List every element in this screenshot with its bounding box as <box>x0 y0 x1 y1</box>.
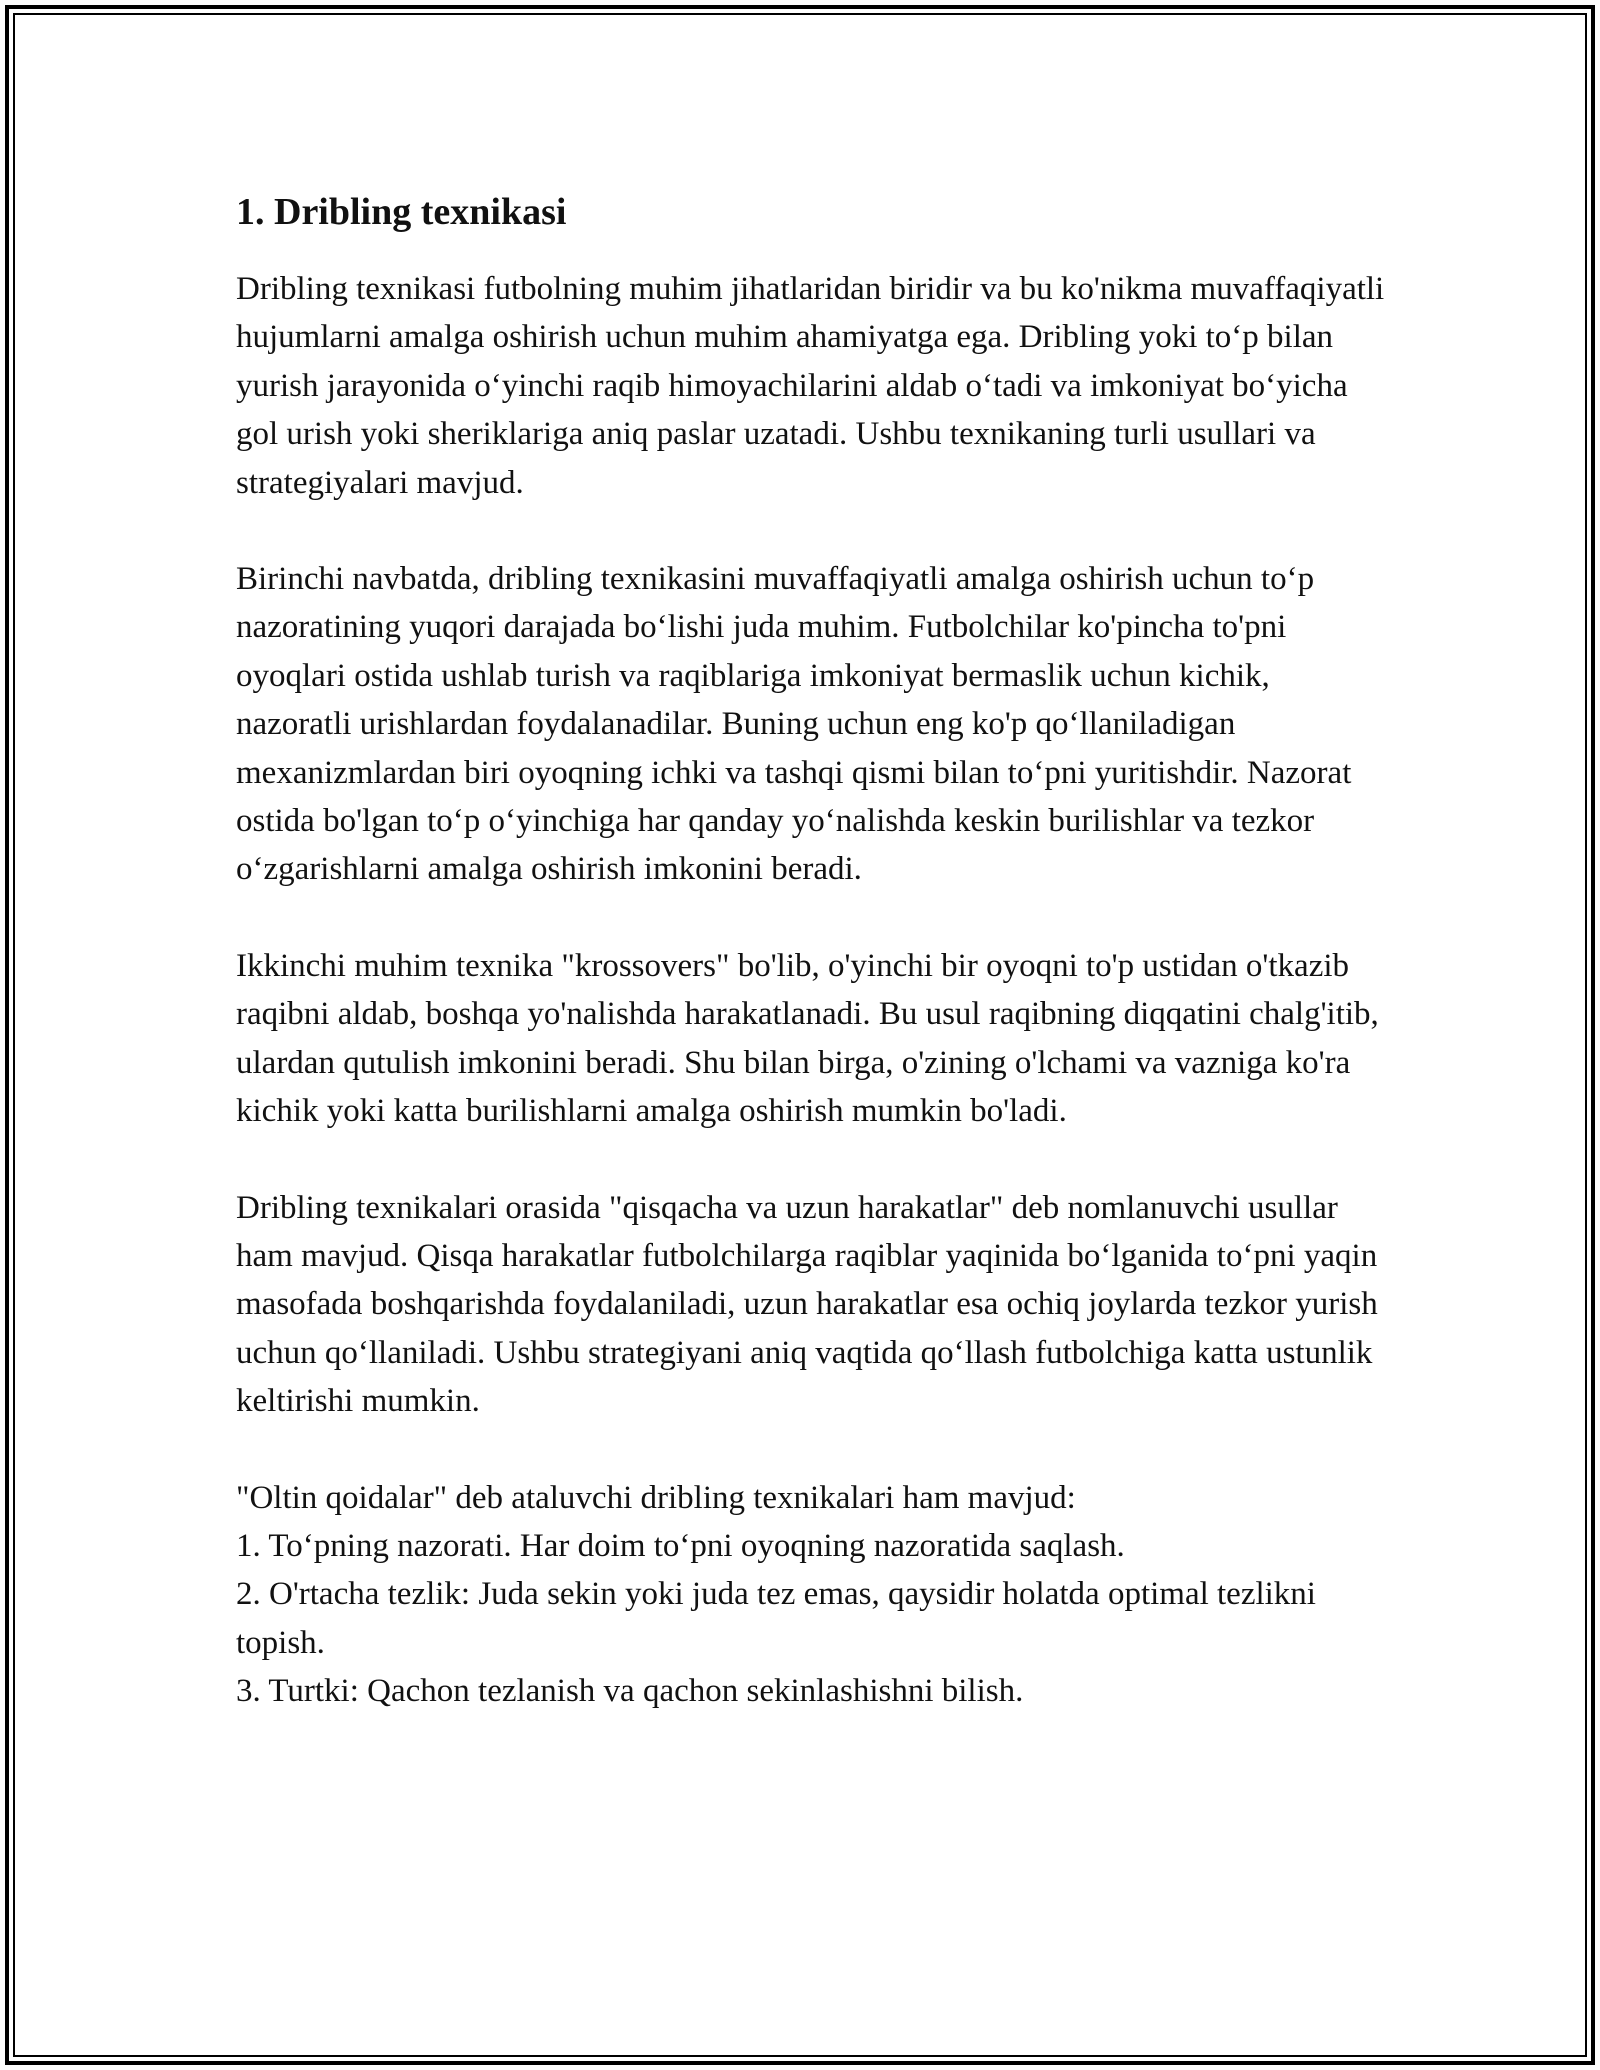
paragraph: Dribling texnikalari orasida "qisqacha va uzun harakatlar" deb nomlanuvchi usullar ham mavjud. Qisqa harakatlar futbolchilarga raqiblar yaqinida bo‘lganida to‘pni yaqin masofada boshqarishda foydalaniladi, uzun harakatlar esa ochiq joylarda tezkor yurish uchun qo‘llaniladi. Ushbu strategiyani aniq vaqtida qo‘llash futbolchiga katta ustunlik keltirishi mumkin. <box>236 1189 1378 1420</box>
document-body <box>236 186 1386 1716</box>
golden-rules-list <box>236 1474 1386 1716</box>
paragraph: Ikkinchi muhim texnika "krossovers" bo'lib, o'yinchi bir oyoqni to'p ustidan o'tkazib raqibni aldab, boshqa yo'nalishda harakatlanadi. Bu usul raqibning diqqatini chalg'itib, ulardan qutulish imkonini beradi. Shu bilan birga, o'zining o'lchami va vazniga ko'ra kichik yoki katta burilishlarni amalga oshirish mumkin bo'ladi. <box>236 947 1379 1130</box>
list-item: 1. To‘pning nazorati. Har doim to‘pni oyoqning nazoratida saqlash. <box>236 1527 1125 1564</box>
list-item: 3. Turtki: Qachon tezlanish va qachon sekinlashishni bilish. <box>236 1673 1024 1710</box>
paragraph: Dribling texnikasi futbolning muhim jihatlaridan biridir va bu ko'nikma muvaffaqiyatli hujumlarni amalga oshirish uchun muhim ahamiyatga ega. Dribling yoki to‘p bilan yurish jarayonida o‘yinchi raqib himoyachilarini aldab o‘tadi va imkoniyat bo‘yicha gol urish yoki sheriklariga aniq paslar uzatadi. Ushbu texnikaning turli usullari va strategiyalari mavjud. <box>236 271 1385 501</box>
section-heading: 1. Dribling texnikasi <box>236 191 567 233</box>
list-item: 2. O'rtacha tezlik: Juda sekin yoki juda tez emas, qaysidir holatda optimal tezlikni topish. <box>236 1576 1316 1661</box>
list-intro: "Oltin qoidalar" deb ataluvchi dribling texnikalari ham mavjud: <box>236 1479 1076 1516</box>
paragraph: Birinchi navbatda, dribling texnikasini muvaffaqiyatli amalga oshirish uchun to‘p nazoratining yuqori darajada bo‘lishi juda muhim. Futbolchilar ko'pincha to'pni oyoqlari ostida ushlab turish va raqiblariga imkoniyat bermaslik uchun kichik, nazoratli urishlardan foydalanadilar. Buning uchun eng ko'p qo‘llaniladigan mexanizmlardan biri oyoqning ichki va tashqi qismi bilan to‘pni yuritishdir. Nazorat ostida bo'lgan to‘p o‘yinchiga har qanday yo‘nalishda keskin burilishlar va tezkor o‘zgarishlarni amalga oshirish imkonini beradi. <box>236 561 1352 888</box>
